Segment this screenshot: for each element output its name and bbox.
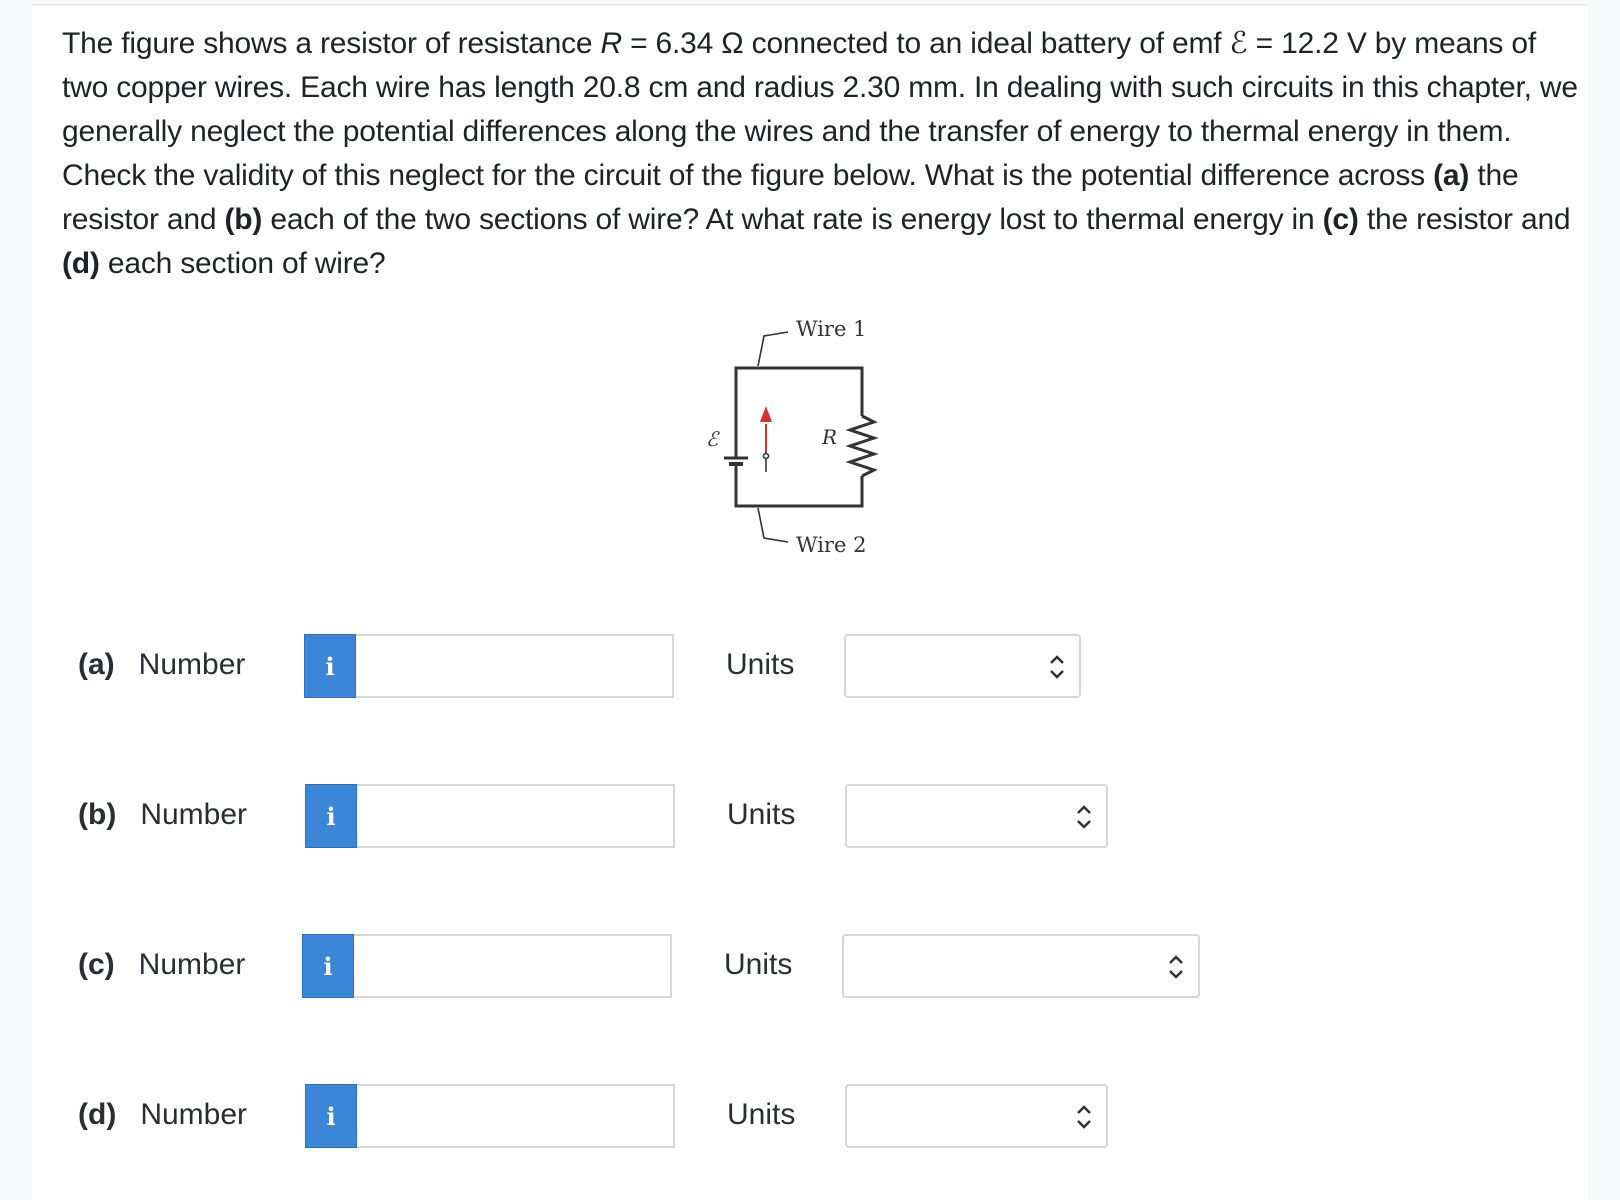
info-button[interactable]: i xyxy=(305,784,357,848)
units-label: Units xyxy=(724,948,793,981)
units-label: Units xyxy=(726,648,795,681)
answer-row-b xyxy=(0,784,1620,848)
info-button[interactable]: i xyxy=(302,934,354,998)
units-select-a[interactable] xyxy=(844,634,1081,698)
answer-row-c xyxy=(0,934,1620,998)
number-input-b[interactable] xyxy=(357,784,675,848)
answer-row-d xyxy=(0,1084,1620,1148)
top-divider xyxy=(32,4,1588,5)
units-select-d[interactable] xyxy=(845,1084,1108,1148)
up-down-chevron-icon xyxy=(1074,802,1094,832)
units-label: Units xyxy=(727,1098,796,1131)
wire-2-label: Wire 2 xyxy=(796,533,867,557)
current-arrow xyxy=(764,424,769,472)
up-down-chevron-icon xyxy=(1166,952,1186,982)
row-label: (c) Number xyxy=(78,948,246,981)
answer-row-a xyxy=(0,634,1620,698)
units-label: Units xyxy=(727,798,796,831)
number-input-c[interactable] xyxy=(354,934,672,998)
resistor-symbol xyxy=(850,416,874,476)
info-button[interactable]: i xyxy=(305,1084,357,1148)
info-button[interactable]: i xyxy=(304,634,356,698)
up-down-chevron-icon xyxy=(1074,1102,1094,1132)
wire-1-label: Wire 1 xyxy=(796,318,867,341)
number-input-d[interactable] xyxy=(357,1084,675,1148)
row-label: (b) Number xyxy=(78,798,248,831)
row-label: (a) Number xyxy=(78,648,246,681)
circuit-figure xyxy=(660,318,920,580)
up-down-chevron-icon xyxy=(1047,652,1067,682)
resistor-label: R xyxy=(822,425,838,449)
units-select-c[interactable] xyxy=(842,934,1200,998)
emf-label: ℰ xyxy=(706,427,719,451)
row-label: (d) Number xyxy=(78,1098,248,1131)
units-select-b[interactable] xyxy=(845,784,1108,848)
current-arrowhead xyxy=(760,406,772,422)
question-text: The figure shows a resistor of resistance R = 6.34 Ω connected to an ideal battery of emf ℰ = 12.2 V by means of two copper wires. Each wire has length 20.8 cm and radius 2.30 mm. In dealing with such circuits in this chapter, we generally neglect the potential differences along the wires and the transfer of energy to thermal energy in them. Check the validity of this neglect for the circuit of the figure below. What is the potential difference across (a) the resistor and (b) each of the two sections of wire? At what rate is energy lost to thermal energy in (c) the resistor and (d) each section of wire? xyxy=(62,27,1578,280)
number-input-a[interactable] xyxy=(356,634,674,698)
